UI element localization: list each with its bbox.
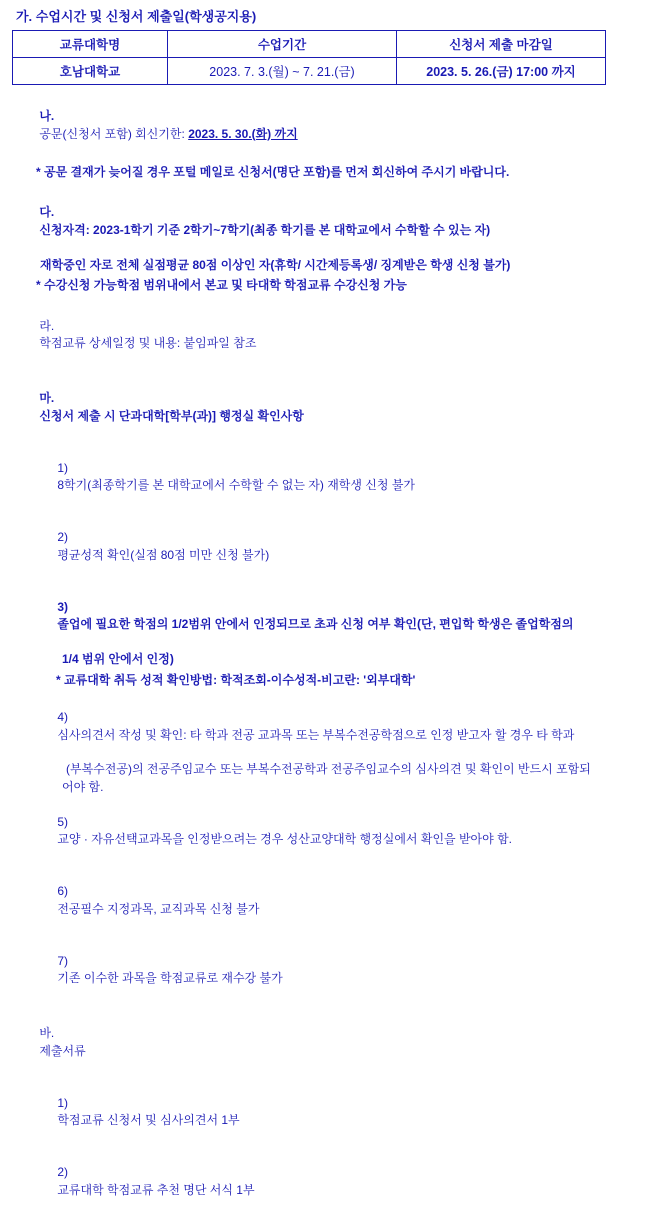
item-ma-sub-6 bbox=[0, 866, 653, 936]
item-ma-sub-4 bbox=[0, 692, 653, 762]
cell-university: 호남대학교 bbox=[13, 58, 168, 85]
item-ba-title: 제출서류 bbox=[39, 1043, 86, 1058]
item-ma-sub-4-cont2: 어야 함. bbox=[62, 779, 104, 794]
item-ba-sub-1-num: 1) bbox=[57, 1095, 69, 1110]
item-ma-title: 신청서 제출 시 단과대학[학부(과)] 행정실 확인사항 bbox=[39, 408, 304, 423]
item-na-label: 나. bbox=[39, 109, 55, 124]
section-heading-a: 가. 수업시간 및 신청서 제출일(학생공지용) bbox=[16, 9, 257, 24]
item-ma-sub-6-text: 전공필수 지정과목, 교직과목 신청 불가 bbox=[57, 901, 260, 916]
item-ra bbox=[0, 300, 653, 370]
item-da-line1: 신청자격: 2023-1학기 기준 2학기~7학기(최종 학기를 본 대학교에서 수학할 수 있는 자) bbox=[39, 222, 491, 237]
item-ba bbox=[0, 1008, 653, 1078]
item-ma-sub-4-text: 심사의견서 작성 및 확인: 타 학과 전공 교과목 또는 부복수전공학점으로 인정 받고자 할 경우 타 학과 bbox=[57, 727, 575, 742]
item-ma-sub-5 bbox=[0, 796, 653, 866]
item-ba-label: 바. bbox=[39, 1026, 55, 1041]
item-ma-sub-3-note: * 교류대학 취득 성적 확인방법: 학적조회-이수성적-비고란: '외부대학' bbox=[56, 672, 416, 687]
item-ma-sub-1 bbox=[0, 442, 653, 512]
item-na-emphasis: 2023. 5. 30.(화) 까지 bbox=[188, 126, 298, 141]
item-ma-sub-5-num: 5) bbox=[57, 814, 69, 829]
item-ba-sub-2 bbox=[0, 1147, 653, 1217]
item-na-text: 공문(신청서 포함) 회신기한: bbox=[39, 126, 189, 141]
item-na-note: * 공문 결재가 늦어질 경우 포털 메일로 신청서(명단 포함)를 먼저 회신하여 주시기 바랍니다. bbox=[36, 164, 510, 179]
item-ma-sub-7-num: 7) bbox=[57, 953, 69, 968]
table-header-row bbox=[13, 31, 606, 58]
table-header-period: 수업기간 bbox=[168, 31, 397, 58]
item-ba-sub-2-text: 교류대학 학점교류 추천 명단 서식 1부 bbox=[57, 1182, 255, 1197]
item-ma-sub-1-num: 1) bbox=[57, 460, 69, 475]
item-ma-sub-1-text: 8학기(최종학기를 본 대학교에서 수학할 수 없는 자) 재학생 신청 불가 bbox=[57, 478, 416, 493]
item-ba-sub-2-num: 2) bbox=[57, 1165, 69, 1180]
item-ma-sub-3 bbox=[0, 582, 653, 652]
schedule-table-wrapper bbox=[0, 30, 653, 85]
item-ra-label: 라. bbox=[39, 318, 55, 333]
item-ma-sub-5-text: 교양 · 자유선택교과목을 인정받으려는 경우 성산교양대학 행정실에서 확인을 받아야 함. bbox=[57, 832, 512, 847]
item-ma-sub-3-cont: 1/4 범위 안에서 인정) bbox=[62, 652, 174, 667]
item-ba-sub-1-text: 학점교류 신청서 및 심사의견서 1부 bbox=[57, 1113, 240, 1128]
table-row bbox=[13, 58, 606, 85]
item-ma-sub-2-text: 평균성적 확인(실점 80점 미만 신청 불가) bbox=[57, 547, 270, 562]
item-ba-sub-1 bbox=[0, 1077, 653, 1147]
item-ma-label: 마. bbox=[39, 391, 55, 406]
item-ma-sub-2 bbox=[0, 512, 653, 582]
item-ma-sub-7-text: 기존 이수한 과목을 학점교류로 재수강 불가 bbox=[57, 971, 283, 986]
item-ma-sub-3-text: 졸업에 필요한 학점의 1/2범위 안에서 인정되므로 초과 신청 여부 확인(단, 편입학 학생은 졸업학점의 bbox=[57, 617, 574, 632]
item-da-note: * 수강신청 가능학점 범위내에서 본교 및 타대학 학점교류 수강신청 가능 bbox=[36, 277, 407, 292]
item-ma-sub-6-num: 6) bbox=[57, 884, 69, 899]
item-ma-sub-3-num: 3) bbox=[57, 599, 69, 614]
item-ma-sub-7 bbox=[0, 935, 653, 1005]
cell-deadline: 2023. 5. 26.(금) 17:00 까지 bbox=[397, 58, 606, 85]
item-da-label: 다. bbox=[39, 205, 55, 220]
item-da bbox=[0, 187, 653, 257]
item-da-line2: 재학중인 자로 전체 실점평균 80점 이상인 자(휴학/ 시간제등록생/ 징계받은 학생 신청 불가) bbox=[40, 257, 511, 272]
item-ma bbox=[0, 373, 653, 443]
item-ra-line1: 학점교류 상세일정 및 내용: 붙임파일 참조 bbox=[39, 336, 257, 351]
item-ma-sub-2-num: 2) bbox=[57, 530, 69, 545]
table-header-deadline: 신청서 제출 마감일 bbox=[397, 31, 606, 58]
item-na bbox=[0, 91, 653, 161]
item-ma-sub-4-num: 4) bbox=[57, 710, 69, 725]
schedule-table bbox=[12, 30, 606, 85]
item-ma-sub-4-cont: (부복수전공)의 전공주임교수 또는 부복수전공학과 전공주임교수의 심사의견 및 확인이 반드시 포함되 bbox=[66, 762, 591, 777]
cell-period: 2023. 7. 3.(월) ~ 7. 21.(금) bbox=[168, 58, 397, 85]
table-header-university: 교류대학명 bbox=[13, 31, 168, 58]
